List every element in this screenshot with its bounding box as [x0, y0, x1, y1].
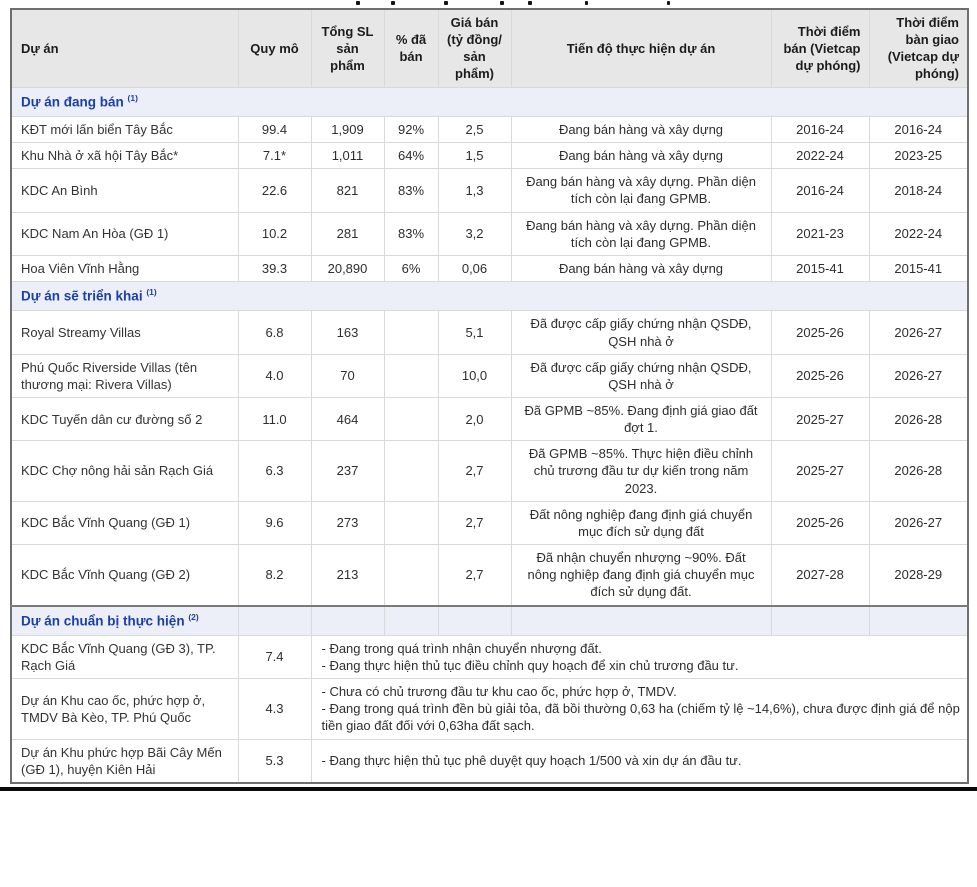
- col-header-percent-sold: % đã bán: [384, 9, 438, 87]
- table-body: [11, 87, 968, 783]
- cell-price: 2,5: [438, 116, 511, 142]
- section-empty-cell: [384, 606, 438, 636]
- table-row: [11, 679, 968, 739]
- cell-handover-time: 2026-27: [869, 354, 968, 397]
- section-title-text: Dự án chuẩn bị thực hiện: [21, 613, 189, 629]
- table-row: [11, 116, 968, 142]
- cell-price: 1,5: [438, 143, 511, 169]
- cell-progress: Đang bán hàng và xây dựng: [511, 255, 771, 281]
- table-row: [11, 212, 968, 255]
- cell-sale-time: 2027-28: [771, 545, 869, 606]
- table-row: [11, 255, 968, 281]
- cell-status-note: [311, 635, 968, 678]
- cell-scale: 4.3: [238, 679, 311, 739]
- cell-handover-time: 2026-27: [869, 311, 968, 354]
- status-note-line: - Đang thực hiện thủ tục điều chỉnh quy hoạch để xin chủ trương đầu tư.: [321, 658, 739, 673]
- cell-scale: 39.3: [238, 255, 311, 281]
- cell-price: 2,7: [438, 441, 511, 501]
- cell-progress: Đã được cấp giấy chứng nhận QSDĐ, QSH nhà ở: [511, 354, 771, 397]
- section-footnote-marker: (1): [146, 287, 157, 298]
- cell-progress: Đang bán hàng và xây dựng: [511, 116, 771, 142]
- col-header-progress: Tiến độ thực hiện dự án: [511, 9, 771, 87]
- status-note-line: - Đang thực hiện thủ tục phê duyệt quy hoạch 1/500 và xin dự án đầu tư.: [321, 753, 742, 769]
- cell-progress: Đất nông nghiệp đang định giá chuyển mục đích sử dụng đất: [511, 501, 771, 544]
- cell-sale-time: 2021-23: [771, 212, 869, 255]
- cell-scale: 6.3: [238, 441, 311, 501]
- cell-scale: 10.2: [238, 212, 311, 255]
- section-title: [11, 606, 238, 636]
- section-empty-cell: [438, 606, 511, 636]
- cell-total-units: 1,909: [311, 116, 384, 142]
- cell-price: 1,3: [438, 169, 511, 212]
- cell-percent-sold: 83%: [384, 212, 438, 255]
- bottom-rule: [0, 787, 977, 791]
- col-header-handover-time: Thời điểm bàn giao (Vietcap dự phóng): [869, 9, 968, 87]
- table-row: [11, 635, 968, 678]
- cell-sale-time: 2025-26: [771, 501, 869, 544]
- cell-status-note: [311, 739, 968, 783]
- section-title: [11, 282, 968, 311]
- status-note-line: - Chưa có chủ trương đầu tư khu cao ốc, phức hợp ở, TMDV.: [321, 684, 677, 700]
- cell-scale: 8.2: [238, 545, 311, 606]
- table-row: [11, 397, 968, 440]
- cell-project-name: KDC Tuyến dân cư đường số 2: [11, 397, 238, 440]
- cell-scale: 11.0: [238, 397, 311, 440]
- cell-percent-sold: [384, 354, 438, 397]
- cell-project-name: KDC Bắc Vĩnh Quang (GĐ 3), TP. Rạch Giá: [11, 635, 238, 678]
- cell-total-units: 163: [311, 311, 384, 354]
- cell-handover-time: 2028-29: [869, 545, 968, 606]
- cell-project-name: KDC Chợ nông hải sản Rạch Giá: [11, 441, 238, 501]
- table-row: [11, 501, 968, 544]
- cell-progress: Đã GPMB ~85%. Đang định giá giao đất đợt 1.: [511, 397, 771, 440]
- section-empty-cell: [511, 606, 771, 636]
- cell-sale-time: 2025-27: [771, 397, 869, 440]
- col-header-sale-time: Thời điểm bán (Vietcap dự phóng): [771, 9, 869, 87]
- cell-percent-sold: 83%: [384, 169, 438, 212]
- cell-total-units: 821: [311, 169, 384, 212]
- cell-price: 0,06: [438, 255, 511, 281]
- status-note-line: - Đang trong quá trình đền bù giải tỏa, đã bồi thường 0,63 ha (chiếm tỷ lệ ~14,6%), chưa được định giá để nộp tiền giao đất đối với 0,63ha đất sạch.: [321, 701, 960, 734]
- cell-price: 5,1: [438, 311, 511, 354]
- cell-scale: 5.3: [238, 739, 311, 783]
- table-row: [11, 354, 968, 397]
- cell-total-units: 1,011: [311, 143, 384, 169]
- cell-total-units: 237: [311, 441, 384, 501]
- cell-progress: Đã nhận chuyển nhượng ~90%. Đất nông nghiệp đang định giá chuyển mục đích sử dụng đất.: [511, 545, 771, 606]
- cell-price: 2,7: [438, 501, 511, 544]
- section-empty-cell: [311, 606, 384, 636]
- col-header-total-units: Tổng SL sản phẩm: [311, 9, 384, 87]
- cropped-title-fragments: [0, 0, 977, 8]
- table-row: [11, 311, 968, 354]
- cell-percent-sold: 92%: [384, 116, 438, 142]
- cell-price: 3,2: [438, 212, 511, 255]
- cell-project-name: Khu Nhà ở xã hội Tây Bắc*: [11, 143, 238, 169]
- table-header: [11, 9, 968, 87]
- section-empty-cell: [771, 606, 869, 636]
- cell-scale: 4.0: [238, 354, 311, 397]
- cell-price: 10,0: [438, 354, 511, 397]
- cell-sale-time: 2022-24: [771, 143, 869, 169]
- table-row: [11, 545, 968, 606]
- cell-total-units: 273: [311, 501, 384, 544]
- section-empty-cell: [869, 606, 968, 636]
- cell-total-units: 464: [311, 397, 384, 440]
- cell-handover-time: 2015-41: [869, 255, 968, 281]
- cell-status-note: [311, 679, 968, 739]
- col-header-scale: Quy mô: [238, 9, 311, 87]
- cell-sale-time: 2025-26: [771, 354, 869, 397]
- cell-scale: 22.6: [238, 169, 311, 212]
- cell-percent-sold: [384, 397, 438, 440]
- section-title: [11, 87, 968, 116]
- cell-project-name: KĐT mới lấn biển Tây Bắc: [11, 116, 238, 142]
- cell-progress: Đã được cấp giấy chứng nhận QSDĐ, QSH nhà ở: [511, 311, 771, 354]
- cell-scale: 7.4: [238, 635, 311, 678]
- cell-handover-time: 2026-27: [869, 501, 968, 544]
- section-header-row: [11, 282, 968, 311]
- col-header-project: Dự án: [11, 9, 238, 87]
- header-row: [11, 9, 968, 87]
- cell-handover-time: 2026-28: [869, 397, 968, 440]
- cell-progress: Đang bán hàng và xây dựng. Phần diện tích còn lại đang GPMB.: [511, 212, 771, 255]
- cell-percent-sold: 64%: [384, 143, 438, 169]
- cell-handover-time: 2018-24: [869, 169, 968, 212]
- table-row: [11, 441, 968, 501]
- cell-total-units: 70: [311, 354, 384, 397]
- cell-progress: Đang bán hàng và xây dựng. Phần diện tích còn lại đang GPMB.: [511, 169, 771, 212]
- cell-total-units: 281: [311, 212, 384, 255]
- cell-sale-time: 2016-24: [771, 116, 869, 142]
- cell-sale-time: 2015-41: [771, 255, 869, 281]
- cell-percent-sold: 6%: [384, 255, 438, 281]
- cell-progress: Đã GPMB ~85%. Thực hiện điều chỉnh chủ trương đầu tư dự kiến trong năm 2023.: [511, 441, 771, 501]
- table-row: [11, 169, 968, 212]
- cell-sale-time: 2025-27: [771, 441, 869, 501]
- cell-percent-sold: [384, 311, 438, 354]
- cell-sale-time: 2025-26: [771, 311, 869, 354]
- cell-project-name: KDC Bắc Vĩnh Quang (GĐ 2): [11, 545, 238, 606]
- section-empty-cell: [238, 606, 311, 636]
- status-note-line: - Đang trong quá trình nhận chuyển nhượng đất.: [321, 640, 602, 656]
- col-header-price: Giá bán (tỷ đồng/ sản phẩm): [438, 9, 511, 87]
- cell-project-name: KDC An Bình: [11, 169, 238, 212]
- section-title-text: Dự án sẽ triển khai: [21, 288, 147, 304]
- cell-scale: 6.8: [238, 311, 311, 354]
- section-footnote-marker: (2): [188, 611, 199, 622]
- section-title-text: Dự án đang bán: [21, 94, 128, 110]
- cell-scale: 9.6: [238, 501, 311, 544]
- table-row: [11, 739, 968, 783]
- table-row: [11, 143, 968, 169]
- cell-scale: 99.4: [238, 116, 311, 142]
- cell-project-name: Phú Quốc Riverside Villas (tên thương mại: Rivera Villas): [11, 354, 238, 397]
- cell-total-units: 213: [311, 545, 384, 606]
- projects-table: [10, 8, 969, 784]
- cell-scale: 7.1*: [238, 143, 311, 169]
- cell-percent-sold: [384, 545, 438, 606]
- cell-project-name: Dự án Khu cao ốc, phức hợp ở, TMDV Bà Kèo, TP. Phú Quốc: [11, 679, 238, 739]
- cell-handover-time: 2022-24: [869, 212, 968, 255]
- cell-price: 2,0: [438, 397, 511, 440]
- cell-project-name: Dự án Khu phức hợp Bãi Cây Mến (GĐ 1), huyện Kiên Hải: [11, 739, 238, 783]
- cell-handover-time: 2026-28: [869, 441, 968, 501]
- section-footnote-marker: (1): [127, 92, 138, 103]
- cell-progress: Đang bán hàng và xây dựng: [511, 143, 771, 169]
- cell-project-name: KDC Nam An Hòa (GĐ 1): [11, 212, 238, 255]
- cell-project-name: Hoa Viên Vĩnh Hằng: [11, 255, 238, 281]
- cell-sale-time: 2016-24: [771, 169, 869, 212]
- cell-handover-time: 2023-25: [869, 143, 968, 169]
- cell-percent-sold: [384, 501, 438, 544]
- section-header-row: [11, 87, 968, 116]
- cell-handover-time: 2016-24: [869, 116, 968, 142]
- cell-total-units: 20,890: [311, 255, 384, 281]
- cell-project-name: Royal Streamy Villas: [11, 311, 238, 354]
- section-header-row: [11, 606, 968, 636]
- cell-price: 2,7: [438, 545, 511, 606]
- cell-percent-sold: [384, 441, 438, 501]
- cell-project-name: KDC Bắc Vĩnh Quang (GĐ 1): [11, 501, 238, 544]
